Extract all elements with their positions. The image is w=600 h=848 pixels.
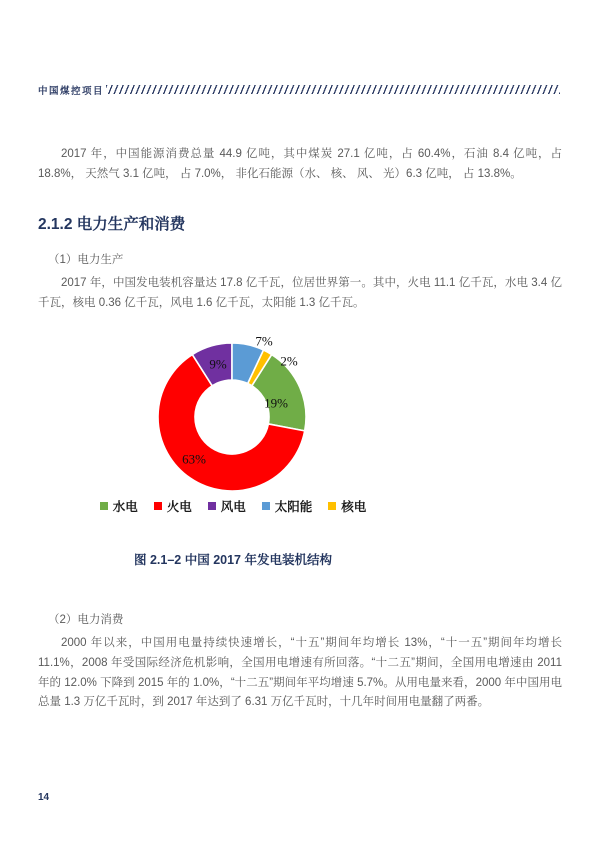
legend-label: 风电 [220,500,246,514]
pie-data-label-0: 19% [264,395,288,411]
pie-data-label-3: 7% [255,333,273,349]
page-number: 14 [38,792,50,803]
legend-swatch-icon [100,502,108,510]
pie-data-label-1: 63% [182,451,206,467]
legend-item-2 [208,497,246,515]
legend-item-3 [262,497,313,515]
legend-item-1 [154,497,192,515]
pie-data-label-2: 9% [209,356,227,372]
paragraph-power-production: 2017 年，中国发电装机容量达 17.8 亿千瓦，位居世界第一。其中，火电 11.1 亿千瓦，水电 3.4 亿千瓦，核电 0.36 亿千瓦，风电 1.6 亿千瓦，太阳能 1.3 亿千瓦。 [38,277,562,309]
subsection-power-production-label: （1）电力生产 [48,254,124,266]
legend-item-4 [328,497,366,515]
paragraph-power-consumption: 2000 年以来，中国用电量持续快速增长，“十五”期间年均增长 13%，“十一五”期间年均增长 11.1%，2008 年受国际经济危机影响，全国用电增速有所回落。“十二五”期间，全国用电增速由 2011 年的 12.0% 下降到 2015 年的 1.0%，“十二五”期间年平均增速 5.7%。从用电量来看，2000 年中国用电总量 1.3 万亿千瓦时，到 2017 年达到了 6.31 万亿千瓦时，十几年时间用电量翻了两番。 [38,637,562,709]
figure-caption: 图 2.1–2 中国 2017 年发电装机结构 [134,553,332,567]
header-hatch-rule [106,85,560,94]
legend-label: 核电 [341,500,367,514]
paragraph-energy-consumption: 2017 年，中国能源消费总量 44.9 亿吨，其中煤炭 27.1 亿吨，占 60.4%，石油 8.4 亿吨，占 18.8%， 天然气 3.1 亿吨， 占 7.0%， 非化石能源（水、 核、 风、 光）6.3 亿吨， 占 13.8%。 [38,148,562,180]
pie-data-label-4: 2% [280,353,298,369]
legend-swatch-icon [208,502,216,510]
legend-label: 火电 [166,500,192,514]
legend-label: 太阳能 [274,500,313,514]
legend-swatch-icon [328,502,336,510]
chart-legend [0,497,466,515]
donut-chart [137,328,327,500]
legend-swatch-icon [154,502,162,510]
legend-swatch-icon [262,502,270,510]
section-heading: 2.1.2 电力生产和消费 [38,216,186,233]
header-project-name: 中国煤控项目 [38,86,105,97]
legend-item-0 [100,497,138,515]
subsection-power-consumption-label: （2）电力消费 [48,614,124,626]
legend-label: 水电 [112,500,138,514]
